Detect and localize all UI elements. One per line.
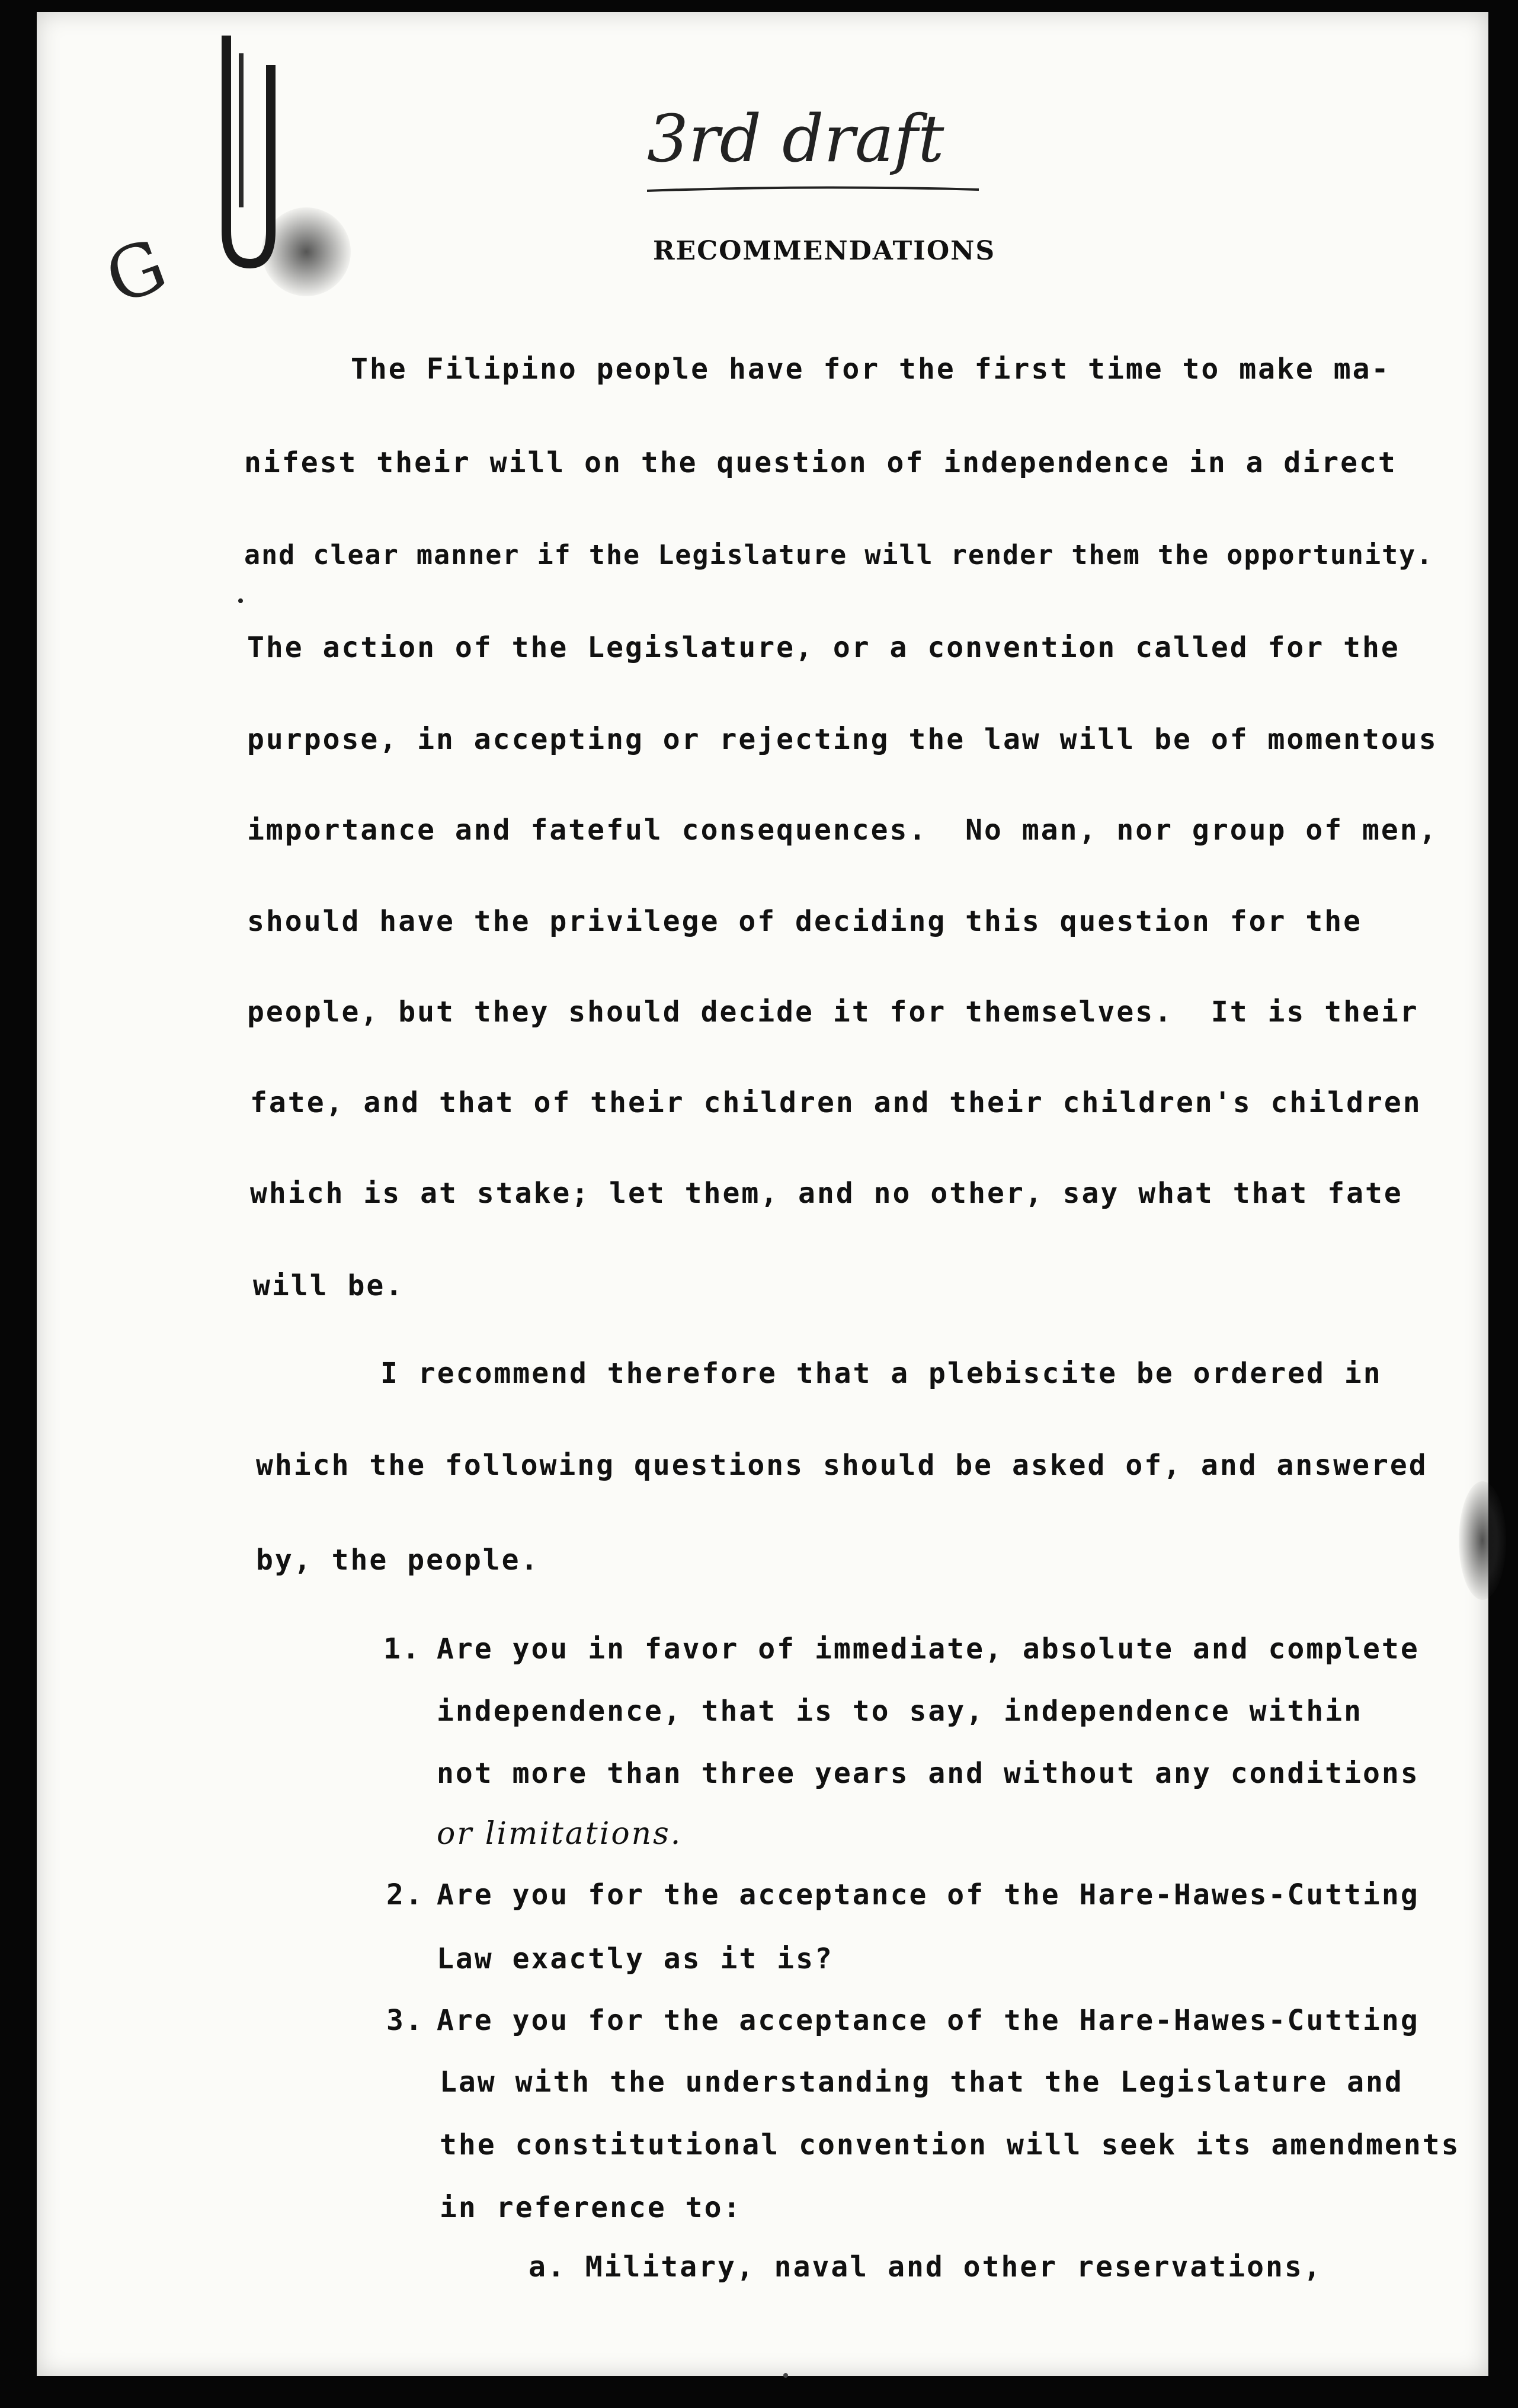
- paragraph-1-line-8: people, but they should decide it for themselves. It is their: [247, 995, 1419, 1029]
- question-2-number: 2.: [386, 1878, 424, 1911]
- paragraph-1-line-7: should have the privilege of deciding this question for the: [247, 905, 1363, 938]
- paragraph-2-line-1: I recommend therefore that a plebiscite be ordered in: [380, 1357, 1382, 1390]
- question-3-line-1: Are you for the acceptance of the Hare-Hawes-Cutting: [437, 2004, 1420, 2037]
- paragraph-1-line-11: will be.: [253, 1269, 405, 1302]
- paragraph-2-line-3: by, the people.: [256, 1544, 540, 1577]
- question-1-line-4: or limitations.: [437, 1816, 683, 1852]
- ink-dot: [238, 598, 243, 603]
- paragraph-1-line-1: The Filipino people have for the first time to make ma-: [351, 353, 1391, 386]
- paragraph-1-line-4: The action of the Legislature, or a convention called for the: [247, 631, 1400, 664]
- paragraph-1-line-3: and clear manner if the Legislature will render them the opportunity.: [244, 539, 1434, 571]
- paragraph-1-line-5: purpose, in accepting or rejecting the law will be of momentous: [247, 723, 1438, 756]
- subitem-a: a. Military, naval and other reservations,: [529, 2250, 1322, 2284]
- handwritten-header: 3rd draft: [647, 101, 944, 177]
- question-1-line-3: not more than three years and without any conditions: [437, 1757, 1420, 1790]
- ink-smudge: [1459, 1481, 1506, 1600]
- question-3-line-4: in reference to:: [440, 2191, 742, 2224]
- question-2-line-1: Are you for the acceptance of the Hare-Hawes-Cutting: [437, 1878, 1420, 1911]
- paragraph-1-line-10: which is at stake; let them, and no other, say what that fate: [250, 1177, 1403, 1210]
- paragraph-2-line-2: which the following questions should be asked of, and answered: [256, 1449, 1428, 1482]
- question-3-line-3: the constitutional convention will seek its amendments: [440, 2128, 1461, 2162]
- paragraph-1-line-6: importance and fateful consequences. No man, nor group of men,: [247, 814, 1438, 847]
- question-1-line-1: Are you in favor of immediate, absolute and complete: [437, 1632, 1420, 1666]
- document-page: [37, 12, 1488, 2376]
- question-3-line-2: Law with the understanding that the Legislature and: [440, 2066, 1404, 2099]
- paragraph-1-line-9: fate, and that of their children and their children's children: [250, 1086, 1422, 1119]
- page-title: RECOMMENDATIONS: [653, 236, 996, 266]
- ink-dot: [783, 2373, 788, 2378]
- margin-mark: G: [95, 223, 177, 321]
- paragraph-1-line-2: nifest their will on the question of independence in a direct: [244, 446, 1397, 479]
- question-3-number: 3.: [386, 2004, 424, 2037]
- paper-clip-icon: [209, 30, 280, 273]
- header-underline: [647, 184, 979, 196]
- question-2-line-2: Law exactly as it is?: [437, 1942, 834, 1975]
- question-1-number: 1.: [383, 1632, 421, 1666]
- question-1-line-2: independence, that is to say, independence within: [437, 1695, 1363, 1728]
